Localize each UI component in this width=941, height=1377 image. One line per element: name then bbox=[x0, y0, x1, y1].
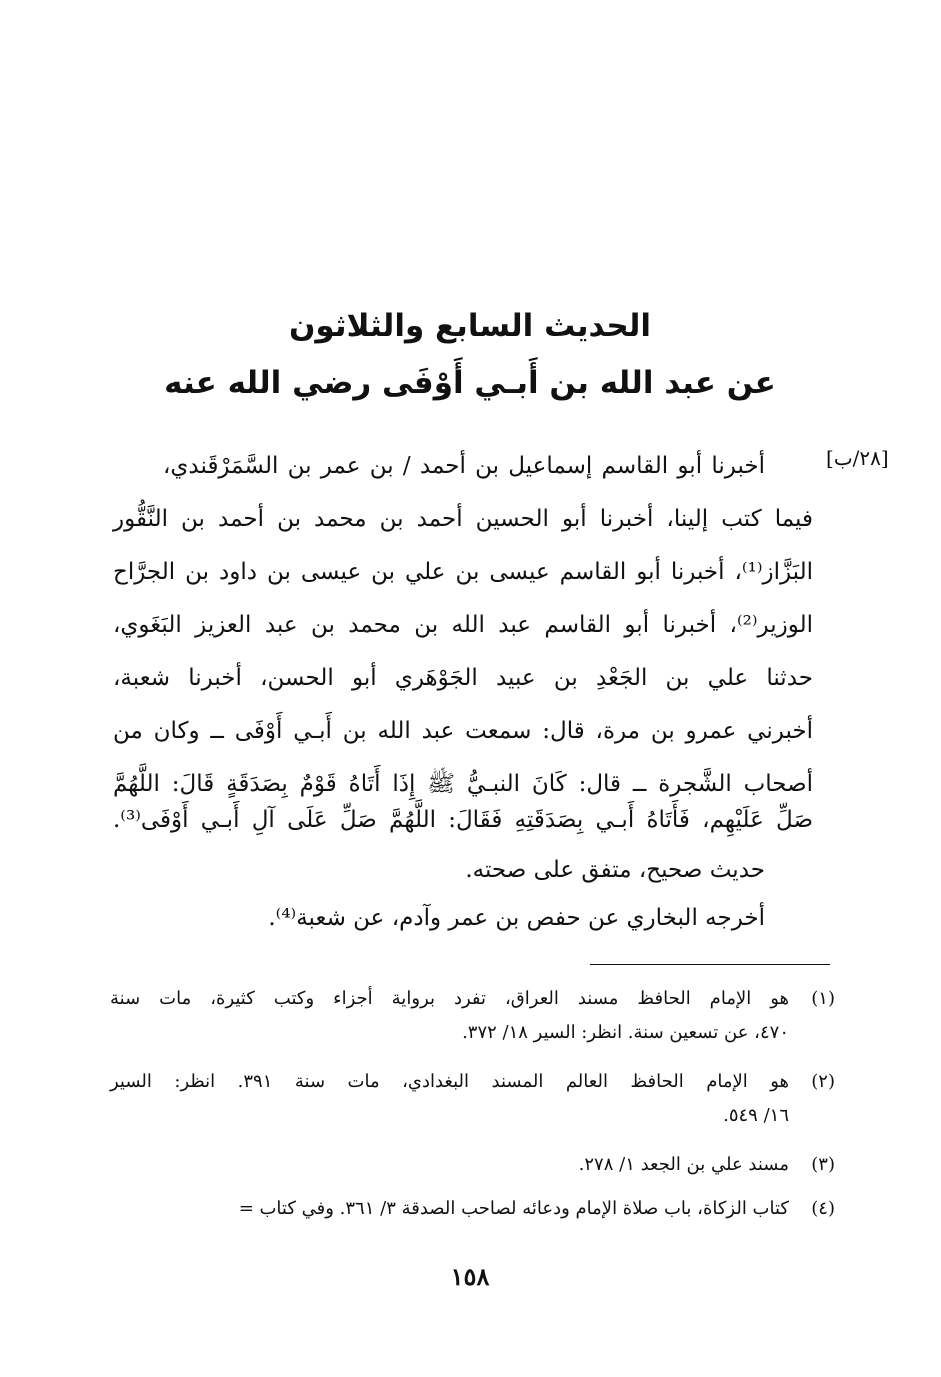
footnote bbox=[110, 1192, 835, 1226]
footnote-number: (٣) bbox=[811, 1154, 835, 1175]
body-line: الوزير⁽²⁾، أخبرنا أبو القاسم عبد الله بن محمد بن عبد العزيز البَغَوي، bbox=[113, 612, 813, 638]
manuscript-folio-reference: [٢٨/ب] bbox=[826, 446, 889, 470]
body-line: فيما كتب إلينا، أخبرنا أبو الحسين أحمد بن محمد بن أحمد بن النَّقُّور bbox=[113, 506, 813, 532]
body-line: صَلِّ عَلَيْهِم، فَأَتَاهُ أَبـي بِصَدَقَتِهِ فَقَالَ: اللَّهُمَّ صَلِّ عَلَى آلِ أَبـي أَوْفَى⁽³⁾. bbox=[113, 807, 813, 833]
footnote bbox=[110, 1065, 835, 1133]
page-number: ١٥٨ bbox=[450, 1262, 490, 1291]
footnote-number: (٤) bbox=[811, 1198, 835, 1219]
body-line: البَزَّاز⁽¹⁾، أخبرنا أبو القاسم عيسى بن علي بن عيسى بن داود بن الجرَّاح bbox=[113, 559, 813, 585]
footnote-line: هو الإمام الحافظ العالم المسند البغدادي، مات سنة ٣٩١. انظر: السير bbox=[110, 1071, 790, 1092]
hadith-narrator-heading: عن عبد الله بن أَبـي أَوْفَى رضي الله عنه bbox=[164, 365, 776, 401]
body-line: حدثنا علي بن الجَعْدِ بن عبيد الجَوْهَري أبو الحسن، أخبرنا شعبة، bbox=[113, 665, 813, 691]
footnote-number: (١) bbox=[811, 988, 835, 1009]
footnote-line: مسند علي بن الجعد ١/ ٢٧٨. bbox=[578, 1154, 789, 1175]
source-line: أخرجه البخاري عن حفص بن عمر وآدم، عن شعبة⁽⁴⁾. bbox=[268, 905, 765, 931]
body-line: أخبرني عمرو بن مرة، قال: سمعت عبد الله بن أَبـي أَوْفَى ــ وكان من bbox=[113, 718, 813, 744]
footnote-line: هو الإمام الحافظ مسند العراق، تفرد برواية أجزاء وكتب كثيرة، مات سنة bbox=[110, 988, 789, 1009]
body-line: أخبرنا أبو القاسم إسماعيل بن أحمد / بن عمر بن السَّمَرْقَندي، bbox=[163, 453, 765, 479]
footnote-line: ١٦/ ٥٤٩. bbox=[723, 1105, 789, 1126]
verdict-line: حديث صحيح، متفق على صحته. bbox=[465, 857, 765, 883]
footnote-line: ٤٧٠، عن تسعين سنة. انظر: السير ١٨/ ٣٧٢. bbox=[462, 1022, 789, 1043]
body-line: أصحاب الشَّجرة ــ قال: كَانَ النبـيُّ ﷺ إِذَا أَتَاهُ قَوْمٌ بِصَدَقَةٍ قَالَ: اللَّهُمَّ bbox=[113, 771, 813, 797]
footnote-line: كتاب الزكاة، باب صلاة الإمام ودعائه لصاحب الصدقة ٣/ ٣٦١. وفي كتاب = bbox=[238, 1198, 789, 1219]
footnote bbox=[110, 982, 835, 1050]
hadith-heading: الحديث السابع والثلاثون bbox=[288, 308, 652, 344]
footnote-number: (٢) bbox=[811, 1071, 835, 1092]
footnote-separator bbox=[590, 964, 830, 965]
footnote bbox=[110, 1148, 835, 1182]
